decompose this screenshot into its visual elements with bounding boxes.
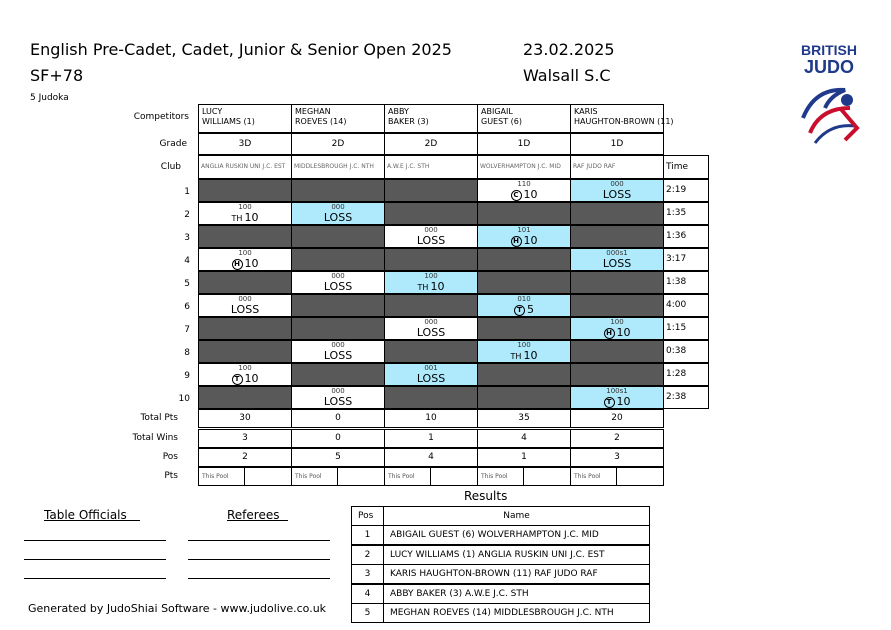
event-venue: Walsall S.C (523, 66, 611, 85)
label-competitors: Competitors (133, 112, 189, 122)
competitor-grade-cell (291, 133, 385, 155)
match-score (199, 211, 291, 224)
results-name (383, 525, 650, 545)
competitor-club: RAF JUDO RAF (573, 163, 616, 170)
results-pos-text: 2 (364, 549, 371, 560)
match-result-cell (291, 271, 385, 294)
match-time-cell (663, 248, 709, 271)
results-name-text: ABIGAIL GUEST (6) WOLVERHAMPTON J.C. MID (390, 530, 599, 540)
match-time: 1:15 (666, 323, 687, 333)
match-result-cell (291, 340, 385, 363)
total-pos: 1 (521, 452, 527, 462)
match-score (292, 349, 384, 362)
match-result-cell (384, 317, 478, 340)
score-code: 000 (331, 387, 345, 395)
total-total-pts: 35 (518, 413, 530, 423)
match-result-cell (384, 294, 478, 317)
results-name (383, 584, 650, 604)
score-code: 100 (238, 249, 252, 257)
match-score (571, 257, 663, 270)
competitor-grade-cell (198, 133, 292, 155)
competitor-first-name: ABIGAIL (481, 107, 513, 116)
score-code: 100 (238, 364, 252, 372)
table-officials-label: Table Officials (44, 508, 127, 522)
score-code: 100s1 (606, 387, 628, 395)
match-score (199, 372, 291, 385)
match-result-cell (477, 340, 571, 363)
pool-pts-cell (570, 467, 664, 486)
competitor-grade: 1D (610, 139, 624, 149)
match-number: 10 (178, 394, 190, 404)
total-total-wins: 2 (614, 433, 620, 443)
competitor-grade-cell (570, 133, 664, 155)
score-code: 000 (331, 272, 345, 280)
match-score (571, 326, 663, 339)
category-label: SF+78 (30, 66, 84, 85)
match-result-cell (570, 317, 664, 340)
pool-pts-cell (198, 467, 292, 486)
match-result-cell (477, 386, 571, 409)
label-club: Club (160, 162, 181, 172)
score-code: 000 (331, 203, 345, 211)
score-type-icon: TH (417, 282, 429, 292)
competitor-club: WOLVERHAMPTON J.C. MID (480, 163, 561, 170)
score-type-icon: C (511, 190, 522, 201)
score-type-icon: T (514, 305, 525, 316)
results-name (383, 603, 650, 623)
total-cell (477, 409, 571, 428)
competitor-last-name: ROEVES (14) (295, 117, 347, 126)
competitor-first-name: KARIS (574, 107, 598, 116)
pool-pts-cell (291, 467, 385, 486)
competitor-club-cell (570, 155, 664, 179)
match-number: 6 (184, 302, 190, 312)
score-value: 10 (523, 234, 538, 247)
score-value: 10 (244, 211, 259, 224)
results-pos (351, 603, 384, 623)
results-name-header-text: Name (503, 511, 530, 521)
total-total-pts: 0 (335, 413, 341, 423)
this-pool-label: This Pool (292, 468, 338, 485)
match-number: 3 (184, 233, 190, 243)
match-number: 9 (184, 371, 190, 381)
match-time: 1:36 (666, 231, 687, 241)
match-time: 2:19 (666, 185, 687, 195)
score-value: 10 (244, 372, 259, 385)
score-value: LOSS (602, 188, 632, 201)
competitor-club-cell (198, 155, 292, 179)
match-time-cell (663, 202, 709, 225)
score-type-icon: T (604, 397, 615, 408)
match-result-cell (570, 179, 664, 202)
match-time: 1:38 (666, 277, 687, 287)
competitor-last-name: GUEST (6) (481, 117, 522, 126)
match-result-cell (198, 386, 292, 409)
match-result-cell (198, 294, 292, 317)
total-cell (291, 409, 385, 428)
match-result-cell (570, 225, 664, 248)
competitor-grade-cell (384, 133, 478, 155)
score-type-icon: TH (231, 213, 243, 223)
total-total-pts: 10 (425, 413, 437, 423)
results-pos (351, 564, 384, 584)
match-result-cell (384, 225, 478, 248)
score-value: 10 (523, 188, 538, 201)
score-type-icon: TH (510, 351, 522, 361)
match-result-cell (477, 225, 571, 248)
match-number: 8 (184, 348, 190, 358)
match-result-cell (384, 340, 478, 363)
score-type-icon: T (232, 374, 243, 385)
results-name (383, 545, 650, 565)
score-code: 101 (517, 226, 531, 234)
match-score (385, 280, 477, 293)
match-score (292, 395, 384, 408)
match-result-cell (570, 340, 664, 363)
match-score (571, 188, 663, 201)
match-time: 1:28 (666, 369, 687, 379)
match-result-cell (291, 179, 385, 202)
signature-line (188, 578, 330, 579)
match-number: 4 (184, 256, 190, 266)
footer-credit: Generated by JudoShiai Software - www.judolive.co.uk (28, 602, 327, 615)
tournament-title: English Pre-Cadet, Cadet, Junior & Senior Open 2025 (30, 40, 452, 59)
this-pool-label: This Pool (478, 468, 524, 485)
logo-text-judo: JUDO (803, 57, 854, 77)
match-score (385, 372, 477, 385)
label-grade: Grade (159, 139, 187, 149)
score-code: 000 (238, 295, 252, 303)
match-score (478, 234, 570, 247)
competitor-club-cell (291, 155, 385, 179)
match-result-cell (198, 202, 292, 225)
score-value: LOSS (602, 257, 632, 270)
competitor-club-cell (477, 155, 571, 179)
total-cell (477, 448, 571, 467)
score-value: LOSS (323, 211, 353, 224)
score-code: 010 (517, 295, 531, 303)
score-value: 10 (523, 349, 538, 362)
total-total-wins: 3 (242, 433, 248, 443)
competitor-name-cell (570, 104, 674, 133)
results-pos-text: 1 (364, 530, 371, 540)
score-value: 10 (616, 326, 631, 339)
signature-line (188, 540, 330, 541)
match-score (478, 349, 570, 362)
score-value: LOSS (323, 395, 353, 408)
match-result-cell (477, 179, 571, 202)
total-cell (384, 409, 478, 428)
match-result-cell (384, 271, 478, 294)
match-result-cell (477, 271, 571, 294)
competitor-club: ANGLIA RUSKIN UNI J.C. EST (201, 163, 286, 170)
match-result-cell (384, 248, 478, 271)
competitor-grade: 1D (517, 139, 531, 149)
match-result-cell (570, 294, 664, 317)
total-cell (198, 448, 292, 467)
match-score (199, 257, 291, 270)
match-time-cell (663, 179, 709, 202)
competitor-grade: 2D (331, 139, 345, 149)
score-code: 000 (424, 318, 438, 326)
competitor-name-cell (477, 104, 571, 133)
signature-line (24, 540, 166, 541)
score-type-icon: H (604, 328, 615, 339)
match-time: 4:00 (666, 300, 687, 310)
match-result-cell (477, 294, 571, 317)
score-type-icon: H (511, 236, 522, 247)
score-code: 000 (424, 226, 438, 234)
match-result-cell (477, 248, 571, 271)
competitor-name-cell (198, 104, 292, 133)
match-score (385, 234, 477, 247)
results-pos-header-text: Pos (358, 511, 374, 521)
results-pos (351, 525, 384, 545)
pool-pts-cell (477, 467, 571, 486)
score-value: LOSS (416, 372, 446, 385)
results-name (383, 564, 650, 584)
competitor-last-name: WILLIAMS (1) (202, 117, 255, 126)
score-value: LOSS (230, 303, 260, 316)
total-total-wins: 4 (521, 433, 527, 443)
match-number: 1 (184, 187, 190, 197)
british-judo-logo (795, 42, 875, 157)
match-result-cell (198, 225, 292, 248)
results-pos-text: 4 (364, 588, 371, 599)
referees-label: Referees (227, 508, 280, 522)
match-result-cell (291, 363, 385, 386)
match-result-cell (570, 271, 664, 294)
match-time-cell (663, 271, 709, 294)
match-time: 2:38 (666, 392, 687, 402)
match-result-cell (477, 202, 571, 225)
match-result-cell (477, 317, 571, 340)
judoka-emblem-icon (795, 78, 875, 148)
match-time-cell (663, 225, 709, 248)
results-name-header (383, 506, 650, 526)
score-code: 100 (517, 341, 531, 349)
match-result-cell (570, 386, 664, 409)
match-time-cell (663, 386, 709, 409)
total-cell (570, 429, 664, 448)
match-number: 5 (184, 279, 190, 289)
total-cell (384, 429, 478, 448)
match-result-cell (291, 248, 385, 271)
score-value: LOSS (416, 234, 446, 247)
match-time: 0:38 (666, 346, 687, 356)
match-time-cell (663, 294, 709, 317)
total-cell (384, 448, 478, 467)
score-code: 000s1 (606, 249, 628, 257)
event-date: 23.02.2025 (523, 40, 615, 59)
match-time-cell (663, 363, 709, 386)
results-title: Results (464, 489, 508, 503)
match-result-cell (198, 248, 292, 271)
results-pos (351, 584, 384, 604)
time-header-cell (663, 155, 709, 179)
total-pos: 4 (428, 452, 434, 462)
match-result-cell (198, 179, 292, 202)
match-result-cell (198, 340, 292, 363)
label-total-wins: Total Wins (132, 433, 178, 443)
label-pts: Pts (164, 471, 178, 481)
referees-underline (262, 520, 288, 521)
results-pos-text: 3 (364, 569, 371, 579)
results-name-text: ABBY BAKER (3) A.W.E J.C. STH (390, 588, 529, 599)
total-total-pts: 20 (611, 413, 623, 423)
match-result-cell (291, 294, 385, 317)
match-result-cell (291, 202, 385, 225)
match-result-cell (384, 363, 478, 386)
match-time-cell (663, 340, 709, 363)
competitor-first-name: LUCY (202, 107, 223, 116)
table-officials-underline (104, 520, 140, 521)
score-code: 100 (424, 272, 438, 280)
total-pos: 2 (242, 452, 248, 462)
label-pos: Pos (162, 452, 178, 462)
total-cell (570, 409, 664, 428)
total-cell (291, 429, 385, 448)
score-value: 5 (527, 303, 534, 316)
competitor-grade-cell (477, 133, 571, 155)
competitor-name-cell (291, 104, 385, 133)
match-result-cell (198, 317, 292, 340)
total-pos: 3 (614, 452, 620, 462)
this-pool-label: This Pool (571, 468, 617, 485)
match-score (478, 303, 570, 316)
competitor-club: MIDDLESBROUGH J.C. NTH (294, 163, 374, 170)
match-score (292, 280, 384, 293)
time-header: Time (666, 162, 689, 172)
score-value: LOSS (416, 326, 446, 339)
competitor-grade: 2D (424, 139, 438, 149)
total-total-wins: 0 (335, 433, 341, 443)
competitor-name-cell (384, 104, 478, 133)
total-cell (198, 429, 292, 448)
score-code: 110 (517, 180, 531, 188)
results-pos-text: 5 (364, 608, 371, 618)
match-time: 1:35 (666, 208, 687, 218)
pool-pts-cell (384, 467, 478, 486)
total-cell (198, 409, 292, 428)
total-cell (477, 429, 571, 448)
match-number: 2 (184, 210, 190, 220)
results-name-text: KARIS HAUGHTON-BROWN (11) RAF JUDO RAF (390, 569, 598, 579)
competitor-first-name: MEGHAN (295, 107, 331, 116)
score-code: 100 (238, 203, 252, 211)
match-score (199, 303, 291, 316)
total-total-wins: 1 (428, 433, 434, 443)
signature-line (188, 559, 330, 560)
match-result-cell (384, 202, 478, 225)
match-time-cell (663, 317, 709, 340)
competitor-grade: 3D (238, 139, 252, 149)
score-code: 001 (424, 364, 438, 372)
results-name-text: LUCY WILLIAMS (1) ANGLIA RUSKIN UNI J.C. EST (390, 549, 605, 560)
match-time: 3:17 (666, 254, 687, 264)
judoka-count: 5 Judoka (30, 93, 69, 103)
score-code: 000 (610, 180, 624, 188)
label-total-pts: Total Pts (140, 413, 178, 423)
match-result-cell (570, 202, 664, 225)
results-pos (351, 545, 384, 565)
signature-line (24, 559, 166, 560)
competitor-last-name: HAUGHTON-BROWN (11) (574, 117, 674, 126)
match-number: 7 (184, 325, 190, 335)
this-pool-label: This Pool (385, 468, 431, 485)
total-cell (291, 448, 385, 467)
match-result-cell (198, 271, 292, 294)
match-score (292, 211, 384, 224)
total-total-pts: 30 (239, 413, 251, 423)
competitor-club-cell (384, 155, 478, 179)
score-value: LOSS (323, 349, 353, 362)
match-result-cell (570, 363, 664, 386)
match-score (478, 188, 570, 201)
match-result-cell (384, 179, 478, 202)
match-score (385, 326, 477, 339)
total-cell (570, 448, 664, 467)
competitor-club: A.W.E J.C. STH (387, 163, 430, 170)
logo-text-british: BRITISH (801, 42, 857, 58)
this-pool-label: This Pool (199, 468, 245, 485)
score-value: LOSS (323, 280, 353, 293)
competitor-first-name: ABBY (388, 107, 409, 116)
score-code: 100 (610, 318, 624, 326)
competitor-last-name: BAKER (3) (388, 117, 429, 126)
match-result-cell (291, 225, 385, 248)
match-score (571, 395, 663, 408)
match-result-cell (291, 386, 385, 409)
results-pos-header (351, 506, 384, 526)
signature-line (24, 578, 166, 579)
match-result-cell (477, 363, 571, 386)
score-value: 10 (616, 395, 631, 408)
score-type-icon: H (232, 259, 243, 270)
results-name-text: MEGHAN ROEVES (14) MIDDLESBROUGH J.C. NTH (390, 608, 614, 618)
match-result-cell (198, 363, 292, 386)
score-value: 10 (430, 280, 445, 293)
match-result-cell (291, 317, 385, 340)
score-code: 000 (331, 341, 345, 349)
score-value: 10 (244, 257, 259, 270)
match-result-cell (384, 386, 478, 409)
match-result-cell (570, 248, 664, 271)
total-pos: 5 (335, 452, 341, 462)
